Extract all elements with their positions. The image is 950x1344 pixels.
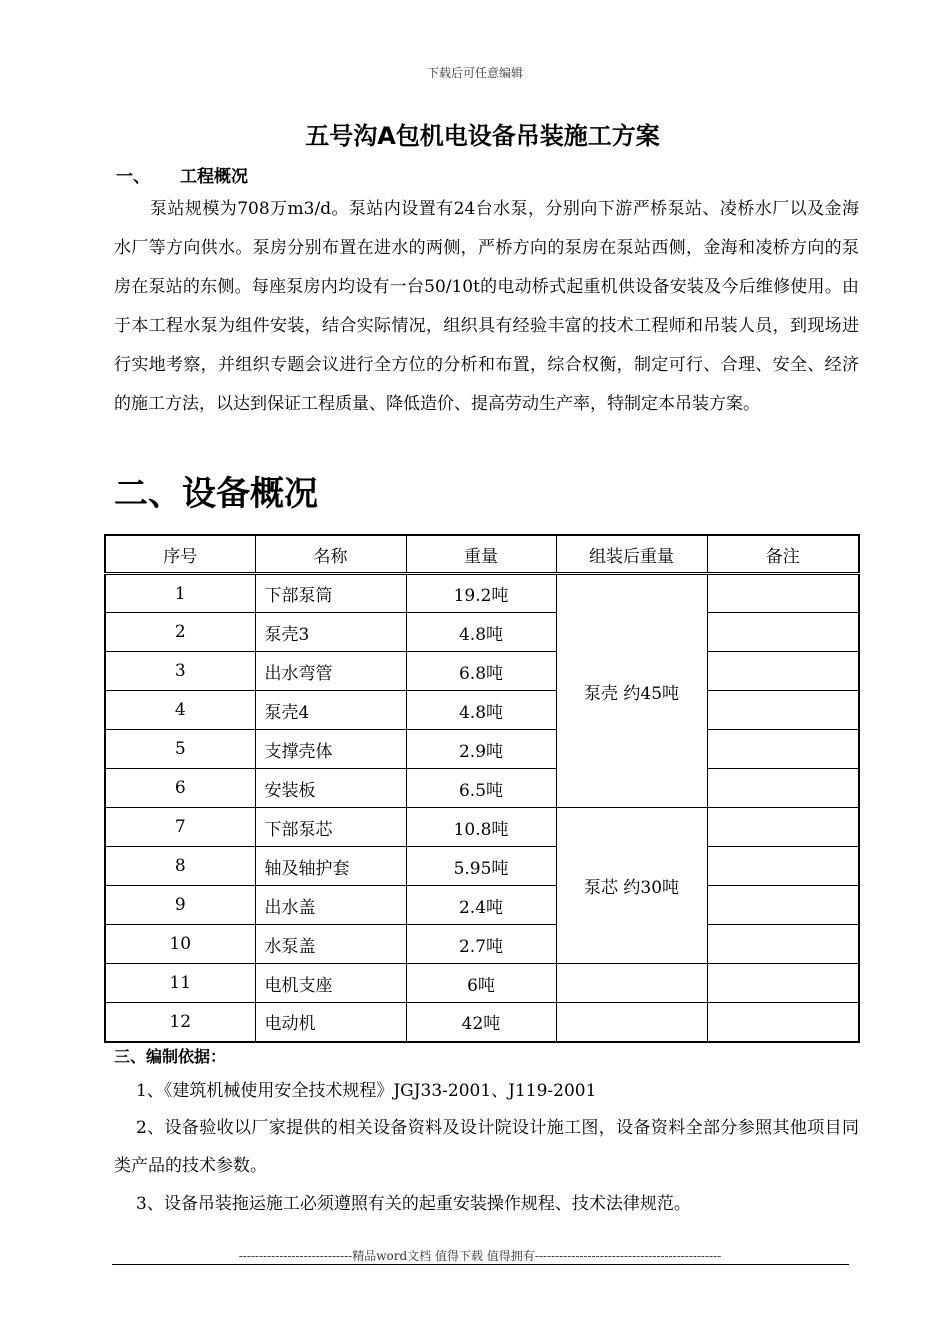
section2-title: 二、设备概况 <box>114 474 318 514</box>
cell-name: 出水弯管 <box>255 652 406 691</box>
cell-name: 泵壳3 <box>255 613 406 652</box>
cell-weight: 2.4吨 <box>406 886 556 925</box>
table-row <box>105 613 859 652</box>
footer-divider <box>112 1264 849 1265</box>
cell-weight: 6.5吨 <box>406 769 556 808</box>
equipment-table <box>104 534 860 1043</box>
cell-no: 1 <box>105 574 255 613</box>
cell-no: 3 <box>105 652 255 691</box>
cell-remarks <box>707 730 859 769</box>
table-row <box>105 730 859 769</box>
cell-remarks <box>707 1003 859 1042</box>
cell-no: 6 <box>105 769 255 808</box>
reference-item: 2、设备验收以厂家提供的相关设备资料及设计院设计施工图，设备资料全部分参照其他项目同类产品的技术参数。 <box>114 1118 859 1176</box>
cell-name: 电动机 <box>255 1003 406 1042</box>
cell-no: 8 <box>105 847 255 886</box>
cell-remarks <box>707 808 859 847</box>
cell-remarks <box>707 847 859 886</box>
cell-group-shell: 泵壳 约45吨 <box>556 574 707 808</box>
table-row <box>105 847 859 886</box>
cell-no: 9 <box>105 886 255 925</box>
header-remarks: 备注 <box>707 535 859 574</box>
cell-remarks <box>707 613 859 652</box>
table-header-row <box>105 535 859 574</box>
cell-remarks <box>707 652 859 691</box>
header-weight: 重量 <box>406 535 556 574</box>
section1-paragraph: 泵站规模为708万m3/d。泵站内设置有24台水泵，分别向下游严桥泵站、凌桥水厂以及金海水厂等方向供水。泵房分别布置在进水的两侧，严桥方向的泵房在泵站西侧，金海和凌桥方向的泵房在泵站的东侧。每座泵房内均设有一台50/10t的电动桥式起重机供设备安装及今后维修使用。由于本工程水泵为组件安装，结合实际情况，组织具有经验丰富的技术工程师和吊装人员，到现场进行实地考察，并组织专题会议进行全方位的分析和布置，综合权衡，制定可行、合理、安全、经济的施工方法，以达到保证工程质量、降低造价、提高劳动生产率，特制定本吊装方案。 <box>114 199 859 414</box>
cell-remarks <box>707 964 859 1003</box>
cell-name: 支撑壳体 <box>255 730 406 769</box>
section3-title: 三、编制依据： <box>114 1047 227 1066</box>
cell-weight: 6.8吨 <box>406 652 556 691</box>
cell-group-core: 泵芯 约30吨 <box>556 808 707 964</box>
cell-weight: 42吨 <box>406 1003 556 1042</box>
cell-remarks <box>707 691 859 730</box>
table-row <box>105 964 859 1003</box>
table-row <box>105 886 859 925</box>
cell-weight: 19.2吨 <box>406 574 556 613</box>
cell-remarks <box>707 769 859 808</box>
document-title: 五号沟A包机电设备吊装施工方案 <box>305 122 660 150</box>
cell-remarks <box>707 925 859 964</box>
table-row <box>105 808 859 847</box>
table-row <box>105 1003 859 1042</box>
cell-name: 出水盖 <box>255 886 406 925</box>
cell-weight: 10.8吨 <box>406 808 556 847</box>
reference-item: 3、设备吊装拖运施工必须遵照有关的起重安装操作规程、技术法律规范。 <box>136 1194 691 1214</box>
reference-item: 1、《建筑机械使用安全技术规程》JGJ33-2001、J119-2001 <box>136 1081 597 1101</box>
cell-name: 轴及轴护套 <box>255 847 406 886</box>
cell-weight: 2.9吨 <box>406 730 556 769</box>
cell-name: 安装板 <box>255 769 406 808</box>
table-row <box>105 691 859 730</box>
table-row <box>105 652 859 691</box>
cell-name: 下部泵芯 <box>255 808 406 847</box>
cell-remarks <box>707 574 859 613</box>
header-name: 名称 <box>255 535 406 574</box>
cell-no: 12 <box>105 1003 255 1042</box>
cell-no: 7 <box>105 808 255 847</box>
cell-weight: 2.7吨 <box>406 925 556 964</box>
header-note: 下载后可任意编辑 <box>426 66 523 80</box>
cell-name: 电机支座 <box>255 964 406 1003</box>
cell-no: 4 <box>105 691 255 730</box>
cell-weight: 6吨 <box>406 964 556 1003</box>
cell-assembled-weight <box>556 964 707 1003</box>
footer-note: ----------------------------精品word文档 值得下载 值得拥有---------------------------------------------- <box>238 1249 722 1263</box>
cell-assembled-weight <box>556 1003 707 1042</box>
cell-no: 2 <box>105 613 255 652</box>
cell-remarks <box>707 886 859 925</box>
cell-no: 11 <box>105 964 255 1003</box>
cell-name: 下部泵筒 <box>255 574 406 613</box>
cell-weight: 5.95吨 <box>406 847 556 886</box>
cell-name: 泵壳4 <box>255 691 406 730</box>
header-assembled-weight: 组装后重量 <box>556 535 707 574</box>
table-row <box>105 925 859 964</box>
cell-no: 10 <box>105 925 255 964</box>
table-row <box>105 574 859 613</box>
header-no: 序号 <box>105 535 255 574</box>
table-row <box>105 769 859 808</box>
cell-weight: 4.8吨 <box>406 613 556 652</box>
cell-name: 水泵盖 <box>255 925 406 964</box>
cell-no: 5 <box>105 730 255 769</box>
section1-title: 工程概况 <box>180 167 248 187</box>
section1-number: 一、 <box>116 167 150 187</box>
cell-weight: 4.8吨 <box>406 691 556 730</box>
